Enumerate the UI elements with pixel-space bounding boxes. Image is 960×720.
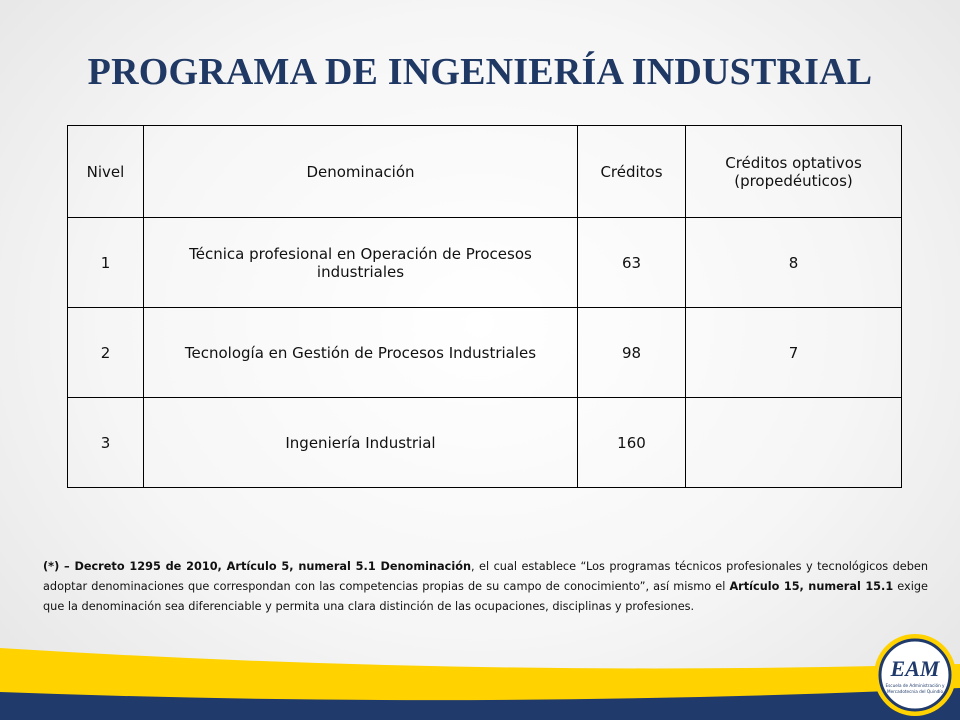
eam-logo	[872, 632, 958, 718]
decree-footnote	[43, 557, 928, 617]
note-decree-ref: (*) – Decreto 1295 de 2010, Artículo 5, numeral 5.1 Denominación	[43, 560, 472, 574]
note-article-ref: Artículo 15, numeral 15.1	[729, 580, 894, 594]
header-nivel: Nivel	[68, 126, 144, 218]
cell-optativos	[686, 398, 902, 488]
slide-title: PROGRAMA DE INGENIERÍA INDUSTRIAL	[87, 51, 873, 93]
cell-optativos: 7	[686, 308, 902, 398]
logo-subtitle-2: Mercadotecnia del Quindío	[886, 689, 944, 694]
cell-denominacion: Técnica profesional en Operación de Procesos industriales	[144, 218, 578, 308]
footer-band	[0, 648, 960, 720]
cell-nivel: 2	[68, 308, 144, 398]
cell-creditos: 160	[578, 398, 686, 488]
table-row	[68, 218, 902, 308]
table-row	[68, 308, 902, 398]
header-creditos: Créditos	[578, 126, 686, 218]
note-text: , el cual establece “Los programas técnicos profesionales y tecnológicos deben adoptar denominaciones que correspondan con las competencias propias de su campo de conocimiento”, así mismo el	[43, 560, 928, 594]
header-denominacion: Denominación	[144, 126, 578, 218]
cell-optativos: 8	[686, 218, 902, 308]
cell-nivel: 1	[68, 218, 144, 308]
table-header-row	[68, 126, 902, 218]
program-table	[67, 125, 902, 488]
header-creditos-optativos: Créditos optativos (propedéuticos)	[686, 126, 902, 218]
logo-acronym: EAM	[890, 656, 940, 681]
cell-nivel: 3	[68, 398, 144, 488]
table-row	[68, 398, 902, 488]
logo-subtitle-1: Escuela de Administración y	[885, 683, 945, 688]
note-text-end: exige que la denominación sea diferenciable y permita una clara distinción de las ocupaciones, disciplinas y profesiones.	[43, 580, 928, 614]
cell-denominacion: Ingeniería Industrial	[144, 398, 578, 488]
cell-creditos: 98	[578, 308, 686, 398]
cell-denominacion: Tecnología en Gestión de Procesos Industriales	[144, 308, 578, 398]
cell-creditos: 63	[578, 218, 686, 308]
